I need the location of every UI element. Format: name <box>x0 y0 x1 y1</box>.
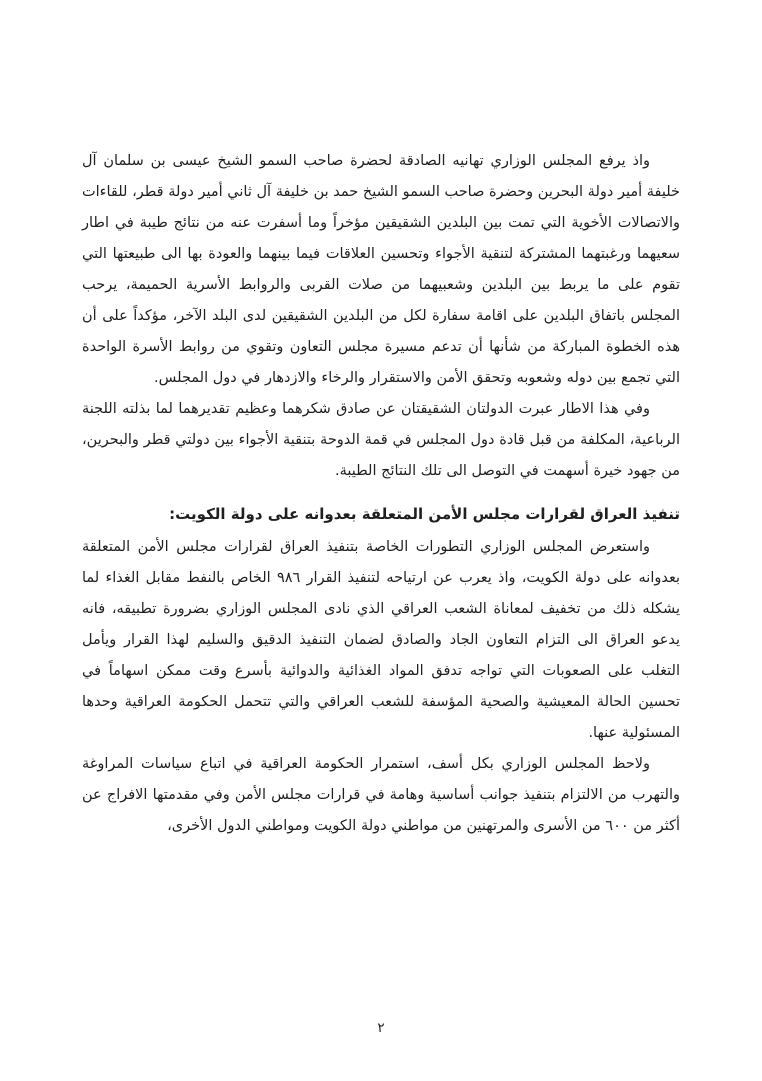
section-heading-iraq-resolutions: تنفيذ العراق لقرارات مجلس الأمن المتعلقة بعدوانه على دولة الكويت: <box>169 505 680 523</box>
page-number: ٢ <box>377 1020 385 1036</box>
document-body <box>82 146 680 842</box>
paragraph-gcc-congratulations: واذ يرفع المجلس الوزاري تهانيه الصادقة لحضرة صاحب السمو الشيخ عيسى بن سلمان آل خليفة أمير دولة البحرين وحضرة صاحب السمو الشيخ حمد بن خليفة آل ثاني أمير دولة قطر، للقاءات والاتصالات الأخوية التي تمت بين البلدين الشقيقين مؤخراً وما أسفرت عنه من نتائج طيبة في اطار سعيهما ورغبتهما المشتركة لتنقية الأجواء وتحسين العلاقات فيما بينهما والعودة بها الى طبيعتها التي تقوم على ما يربط بين البلدين وشعبيهما من صلات القربى والروابط الأسرية الحميمة، يرحب المجلس باتفاق البلدين على اقامة سفارة لكل من البلدين الشقيقين لدى البلد الآخر، مؤكداً على أن هذه الخطوة المباركة من شأنها أن تدعم مسيرة مجلس التعاون وتقوي من روابط الأسرة الواحدة التي تجمع بين دوله وشعوبه وتحقق الأمن والاستقرار والرخاء والازدهار في دول المجلس. <box>82 153 680 386</box>
paragraph-iraq-evasion: ولاحظ المجلس الوزاري بكل أسف، استمرار الحكومة العراقية في اتباع سياسات المراوغة والتهرب من الالتزام بتنفيذ جوانب أساسية وهامة في قرارات مجلس الأمن وفي مقدمتها الافراج عن أكثر من ٦٠٠ من الأسرى والمرتهنين من مواطني دولة الكويت ومواطني الدول الأخرى، <box>82 756 680 834</box>
paragraph-quartet-committee-thanks: وفي هذا الاطار عبرت الدولتان الشقيقتان عن صادق شكرهما وعظيم تقديرهما لما بذلته اللجنة الرباعية، المكلفة من قبل قادة دول المجلس في قمة الدوحة بتنقية الأجواء بين دولتي قطر والبحرين، من جهود خيرة أسهمت في التوصل الى تلك النتائج الطيبة. <box>82 401 680 479</box>
paragraph-resolution-986: واستعرض المجلس الوزاري التطورات الخاصة بتنفيذ العراق لقرارات مجلس الأمن المتعلقة بعدوانه على دولة الكويت، واذ يعرب عن ارتياحه لتنفيذ القرار ٩٨٦ الخاص بالنفط مقابل الغذاء لما يشكله ذلك من تخفيف لمعاناة الشعب العراقي الذي نادى المجلس الوزاري بضرورة تطبيقه، فانه يدعو العراق الى التزام التعاون الجاد والصادق لضمان التنفيذ الدقيق والسليم لهذا القرار ويأمل التغلب على الصعوبات التي تواجه تدفق المواد الغذائية والدوائية بأسرع وقت ممكن اسهاماً في تحسين الحالة المعيشية والصحية المؤسفة للشعب العراقي والتي تتحمل الحكومة العراقية وحدها المسئولية عنها. <box>82 539 680 741</box>
